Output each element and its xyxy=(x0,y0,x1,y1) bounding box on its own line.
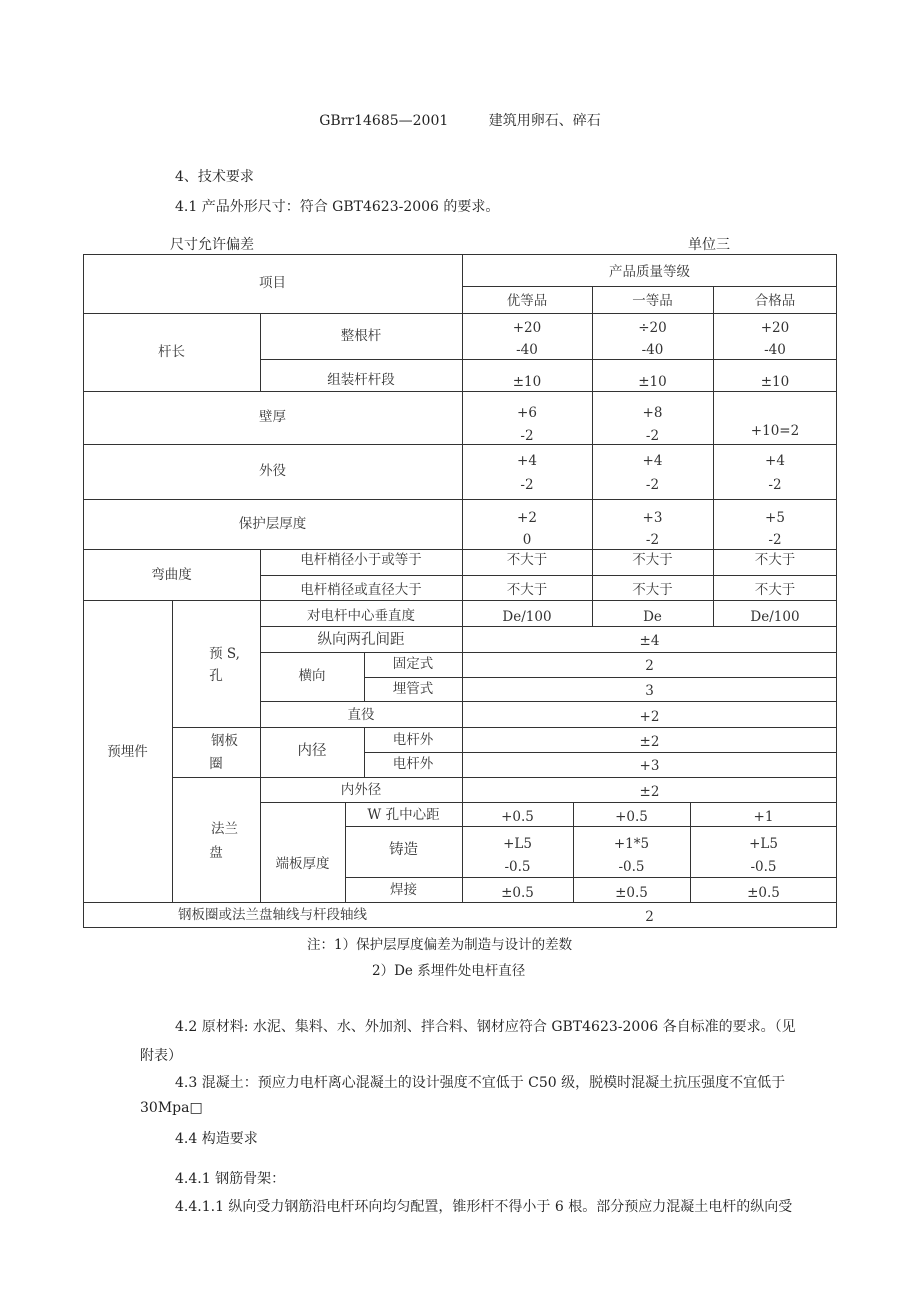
outside-label-2: 电杆外 xyxy=(392,756,434,772)
section-4-4-1-1: 4.4.1.1 纵向受力钢筋沿电杆环向均匀配置，锥形杆不得小于 6 根。部分预应力混凝土电杆的纵向受 xyxy=(175,1199,793,1215)
cell: -2 xyxy=(520,477,534,493)
section-4-4-1: 4.4.1 钢筋骨架： xyxy=(175,1171,286,1187)
cell: +4 xyxy=(517,453,537,469)
cell: 0 xyxy=(522,532,532,548)
cell: -2 xyxy=(768,477,782,493)
cell: De/100 xyxy=(750,609,800,625)
cell: +8 xyxy=(642,405,663,421)
cell: +6 xyxy=(517,405,537,421)
flange-label: 法兰 xyxy=(211,821,238,837)
cell: -0.5 xyxy=(504,859,531,875)
cell: ±10 xyxy=(638,374,667,390)
cell: +3 xyxy=(642,510,663,526)
cell: -40 xyxy=(516,342,538,358)
grade-excellent: 优等品 xyxy=(506,293,548,309)
outer-diameter-label: 外役 xyxy=(259,463,286,479)
cell: 不大于 xyxy=(632,552,673,568)
section-4-2-cont: 附表） xyxy=(140,1048,182,1064)
section-4-3-cont: 30Mpa□ xyxy=(140,1100,203,1116)
cell: +3 xyxy=(639,758,660,774)
grade-first: 一等品 xyxy=(632,293,673,309)
cell: 不大于 xyxy=(754,552,796,568)
cell: -0.5 xyxy=(618,859,645,875)
cell: +10=2 xyxy=(750,423,800,439)
note-2: 2）De 系埋件处电杆直径 xyxy=(372,963,526,979)
whole-rod-label: 整根杆 xyxy=(340,328,382,344)
wall-label: 壁厚 xyxy=(259,409,286,425)
buried-label: 埋管式 xyxy=(392,681,434,697)
cell: ±2 xyxy=(639,734,660,750)
bend-row2-label: 电杆梢径或直径大于 xyxy=(300,582,422,598)
grade-qualified: 合格品 xyxy=(754,293,796,309)
hole-label: 预 S, xyxy=(209,646,240,662)
cell: 不大于 xyxy=(632,582,673,598)
grade-header: 产品质量等级 xyxy=(609,264,690,280)
standard-title: 建筑用卵石、碎石 xyxy=(488,113,601,129)
section-4-1: 4.1 产品外形尺寸：符合 GBT4623-2006 的要求。 xyxy=(175,199,500,215)
bend-row1-label: 电杆梢径小于或等于 xyxy=(300,552,422,568)
cell: ±2 xyxy=(639,784,660,800)
ring-label-2: 圈 xyxy=(209,756,223,772)
section-4-2: 4.2 原材料: 水泥、集料、水、外加剂、拌合料、钢材应符合 GBT4623-2006 各自标准的要求。（见 xyxy=(175,1019,796,1035)
cell: 不大于 xyxy=(506,582,548,598)
hole-label-2: 孔 xyxy=(209,668,223,684)
cell: +20 xyxy=(760,320,790,336)
cell: 2 xyxy=(645,658,654,674)
cell: +0.5 xyxy=(615,809,648,825)
cell: +2 xyxy=(639,709,660,725)
cell: ±0.5 xyxy=(615,885,648,901)
cover-thickness-label: 保护层厚度 xyxy=(238,516,307,532)
cell: -2 xyxy=(645,428,660,444)
cell: De xyxy=(643,609,662,625)
cell: +4 xyxy=(765,453,785,469)
cell: -2 xyxy=(520,428,534,444)
cell: +2 xyxy=(517,510,537,526)
cell: 2 xyxy=(645,909,654,925)
bend-label: 弯曲度 xyxy=(151,567,192,583)
cell: 3 xyxy=(645,683,654,699)
cell: +L5 xyxy=(749,836,778,852)
cell: De/100 xyxy=(502,609,552,625)
hole-center-label: W 孔中心距 xyxy=(367,807,440,823)
cell: ±4 xyxy=(639,633,660,649)
inner-outer-label: 内外径 xyxy=(340,782,382,798)
section-4-3: 4.3 混凝土：预应力电杆离心混凝土的设计强度不宜低于 C50 级，脱模时混凝土抗压强度不宜低于 xyxy=(175,1075,786,1091)
cell: ±10 xyxy=(760,374,790,390)
transverse-label: 横向 xyxy=(298,668,326,684)
cell: -2 xyxy=(645,477,660,493)
page-header xyxy=(0,110,920,130)
diameter-label: 直役 xyxy=(347,707,375,723)
cell: +5 xyxy=(765,510,785,526)
rod-length-label: 杆长 xyxy=(158,344,185,360)
cell: +20 xyxy=(512,320,542,336)
cell: -2 xyxy=(768,532,782,548)
tolerance-table xyxy=(83,254,837,928)
inner-diameter-label: 内径 xyxy=(297,743,327,759)
ring-label: 钢板 xyxy=(211,733,238,749)
cell: -2 xyxy=(645,532,660,548)
cell: -40 xyxy=(641,342,664,358)
cell: ±0.5 xyxy=(501,885,534,901)
cell: +L5 xyxy=(503,836,532,852)
cell: 不大于 xyxy=(754,582,796,598)
section-title: 4、技术要求 xyxy=(175,169,254,185)
outside-label-1: 电杆外 xyxy=(392,732,434,748)
cell: ±10 xyxy=(512,374,542,390)
cell: 不大于 xyxy=(506,552,548,568)
plate-thickness-label: 端板厚度 xyxy=(275,856,330,872)
cell: +4 xyxy=(642,453,663,469)
flange-label-2: 盘 xyxy=(209,845,223,861)
table-caption: 尺寸允许偏差 xyxy=(170,237,254,253)
cast-label: 铸造 xyxy=(389,842,418,858)
fixed-label: 固定式 xyxy=(392,656,434,672)
note-1: 注：1）保护层厚度偏差为制造与设计的差数 xyxy=(307,937,573,953)
cell: -40 xyxy=(764,342,786,358)
perpendicularity-label: 对电杆中心垂直度 xyxy=(307,608,415,624)
cell: +1 xyxy=(753,809,774,825)
embedded-label: 预埋件 xyxy=(107,744,148,760)
cell: -0.5 xyxy=(750,859,777,875)
table-unit: 单位三 xyxy=(688,237,730,253)
weld-label: 焊接 xyxy=(390,882,417,898)
item-header: 项目 xyxy=(259,275,286,291)
cell: +0.5 xyxy=(501,809,534,825)
axis-label: 钢板圈或法兰盘轴线与杆段轴线 xyxy=(178,907,367,923)
standard-code: GBrr14685—2001 xyxy=(319,113,449,129)
cell: ±0.5 xyxy=(747,885,780,901)
cell: +1*5 xyxy=(613,836,650,852)
long-gap-label: 纵向两孔间距 xyxy=(317,632,405,648)
assembled-rod-label: 组装杆杆段 xyxy=(327,372,395,388)
section-4-4: 4.4 构造要求 xyxy=(175,1131,258,1147)
cell: ÷20 xyxy=(638,320,667,336)
